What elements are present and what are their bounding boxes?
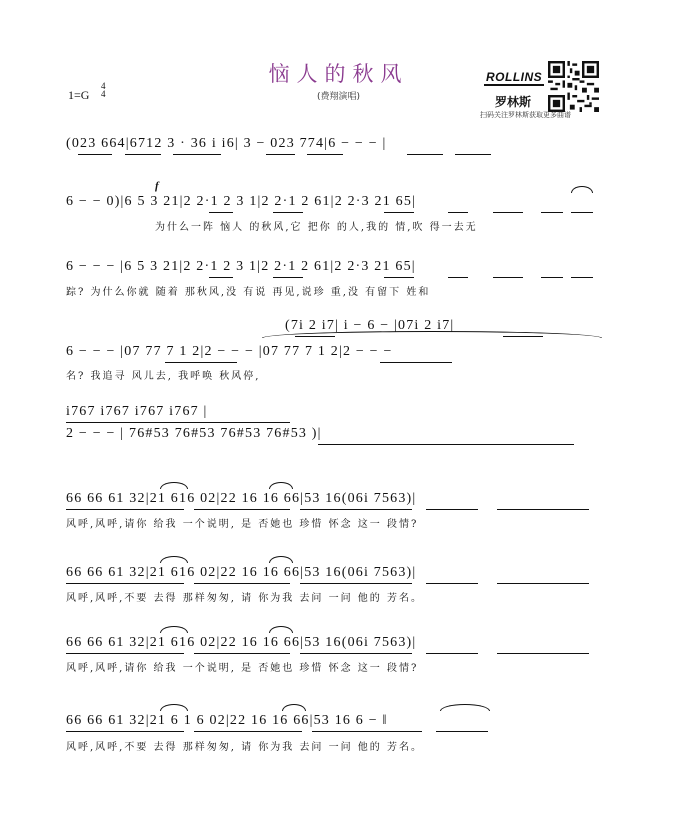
beam — [165, 362, 237, 363]
beam — [426, 509, 478, 510]
beam — [209, 212, 233, 213]
lyrics-line: 风呼,风呼,不要 去得 那样匆匆, 请 你为我 去问 一问 他的 芳名。 — [66, 742, 423, 753]
brand-name: 罗林斯 — [494, 95, 531, 109]
beam — [384, 277, 414, 278]
notes-line: 6 − − 0)|6 5 3 21|2 2·1 2 3 1|2 2·1 2 61|2 2·3 21 65| — [66, 194, 417, 209]
notes-line: 6 − − − |07 77 7 1 2|2 − − − |07 77 7 1 2|2 − − − — [66, 344, 393, 359]
beam — [318, 444, 574, 445]
scan-note: 扫码关注罗林斯获取更多曲谱 — [480, 111, 571, 119]
beam — [78, 154, 112, 155]
meter-bottom: 4 — [101, 89, 106, 99]
lyrics-line: 名? 我追寻 风儿去, 我呼唤 秋风停, — [66, 371, 261, 382]
beam — [125, 154, 161, 155]
time-signature — [101, 82, 106, 98]
beam — [384, 212, 414, 213]
beam — [66, 422, 290, 423]
beam — [194, 509, 290, 510]
lyrics-line: 为什么一阵 恼人 的秋风,它 把你 的人,我的 情,吹 得一去无 — [155, 222, 478, 233]
meter-top: 4 — [101, 81, 106, 91]
key-signature: 1=G — [68, 88, 90, 102]
beam — [273, 277, 303, 278]
beam — [455, 154, 491, 155]
notes-line: (023 664|6712 3 · 36 i i6| 3 − 023 774|6 − − − | — [66, 136, 387, 151]
beam — [66, 653, 184, 654]
beam — [66, 731, 184, 732]
slur — [160, 626, 188, 633]
beam — [571, 277, 593, 278]
slur — [571, 186, 593, 193]
beam — [436, 731, 488, 732]
beam — [66, 583, 184, 584]
beam — [571, 212, 593, 213]
brand-logo: ROLLINS — [486, 70, 543, 84]
beam — [426, 583, 478, 584]
lyrics-line: 踪? 为什么你就 随着 那秋风,没 有说 再见,说珍 重,没 有留下 姓和 — [66, 287, 431, 298]
beam — [448, 277, 468, 278]
beam — [541, 277, 563, 278]
slur — [269, 556, 293, 563]
beam — [497, 653, 589, 654]
song-title: 恼人的秋风 — [268, 62, 409, 86]
slur — [160, 704, 188, 711]
qr-code-icon[interactable] — [548, 61, 599, 112]
notes-line: 66 66 61 32|21 6 1 6 02|22 16 16 66|53 16 6 − ‖ — [66, 713, 388, 728]
counter-melody: i767 i767 i767 i767 | — [66, 404, 208, 419]
beam — [194, 583, 290, 584]
beam — [448, 212, 468, 213]
beam — [194, 731, 302, 732]
slur — [160, 556, 188, 563]
beam — [300, 653, 412, 654]
beam — [497, 583, 589, 584]
forte-mark: f — [155, 180, 159, 192]
beam — [66, 509, 184, 510]
slur — [282, 704, 306, 711]
slur — [269, 482, 293, 489]
notes-line: 66 66 61 32|21 616 02|22 16 16 66|53 16(06i 7563)| — [66, 491, 417, 506]
beam — [541, 212, 563, 213]
beam — [300, 509, 412, 510]
beam — [209, 277, 233, 278]
lyrics-line: 风呼,风呼,请你 给我 一个说明, 是 否她也 珍惜 怀念 这一 段情? — [66, 519, 419, 530]
counter-melody: (7i 2 i7| i − 6 − |07i 2 i7| — [285, 318, 455, 333]
beam — [307, 154, 343, 155]
beam — [493, 212, 523, 213]
notes-line: 66 66 61 32|21 616 02|22 16 16 66|53 16(06i 7563)| — [66, 565, 417, 580]
beam — [497, 509, 589, 510]
slur — [269, 626, 293, 633]
beam — [194, 653, 290, 654]
slur — [440, 704, 490, 711]
beam — [380, 362, 452, 363]
beam — [173, 154, 221, 155]
beam — [493, 277, 523, 278]
beam — [300, 583, 412, 584]
singer-credit: (费翔演唱) — [316, 92, 361, 102]
beam — [426, 653, 478, 654]
brand-block — [484, 66, 542, 110]
beam — [266, 154, 295, 155]
notes-line: 66 66 61 32|21 616 02|22 16 16 66|53 16(06i 7563)| — [66, 635, 417, 650]
slur — [160, 482, 188, 489]
lyrics-line: 风呼,风呼,不要 去得 那样匆匆, 请 你为我 去问 一问 他的 芳名。 — [66, 593, 423, 604]
lyrics-line: 风呼,风呼,请你 给我 一个说明, 是 否她也 珍惜 怀念 这一 段情? — [66, 663, 419, 674]
notes-line: 6 − − − |6 5 3 21|2 2·1 2 3 1|2 2·1 2 61|2 2·3 21 65| — [66, 259, 416, 274]
notes-line: 2 − − − | 76#53 76#53 76#53 76#53 )| — [66, 426, 322, 441]
beam — [407, 154, 443, 155]
beam — [312, 731, 422, 732]
beam — [273, 212, 303, 213]
slur — [262, 331, 602, 338]
